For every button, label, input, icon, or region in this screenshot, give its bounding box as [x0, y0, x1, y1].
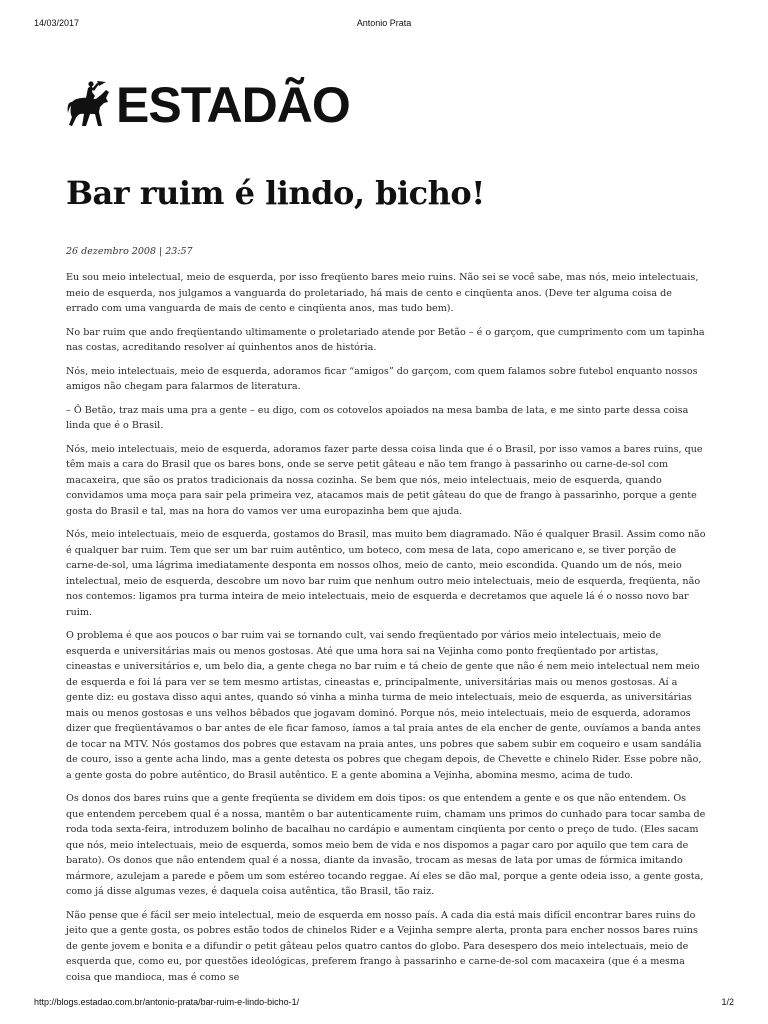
paragraph: O problema é que aos poucos o bar ruim vai se tornando cult, vai sendo freqüentado por vários meio intelectuais, meio de esquerda e universitárias mais ou menos gostosas. Até que uma hora sai na Vejinha como ponto freqüentado por artistas, cineastas e universitários e, um belo dia, a gente chega no bar ruim e tá cheio de gente que não é nem meio intelectual nem meio de esquerda e foi lá para ver se tem mesmo artistas, cineastas e, principalmente, universitárias mais ou menos gostosas. Aí a gente diz: eu gostava disso aqui antes, quando só vinha a minha turma de meio intelectuais, meio de esquerda, as universitárias mais ou menos gostosas e uns velhos bêbados que jogavam dominó. Porque nós, meio intelectuais, meio de esquerda, adoramos dizer que freqüentávamos o bar antes de ele ficar famoso, íamos a tal praia antes de ela encher de gente, ouvíamos a banda antes de tocar na MTV. Nós gostamos dos pobres que estavam na praia antes, uns pobres que sabem subir em coqueiro e usam sandália de couro, isso a gente acha lindo, mas a gente detesta os pobres que chegam depois, de Chevette e chinelo Rider. Esse pobre não, a gente gosta do pobre autêntico, do Brasil autêntico. E a gente abomina a Vejinha, abomina mesmo, acima de tudo. [66, 630, 702, 781]
paragraph: Os donos dos bares ruins que a gente freqüenta se dividem em dois tipos: os que entendem a gente e os que não entendem. Os que entendem percebem qual é a nossa, mantêm o bar autenticamente ruim, chamam uns primos do cunhado para tocar samba de roda toda sexta-feira, introduzem bolinho de bacalhau no cardápio e aumentam cinqüenta por cento o preço de tudo. (Eles sacam que nós, meio intelectuais, meio de esquerda, somos meio bem de vida e nos dispomos a pagar caro por aquilo que tem cara de barato). Os donos que não entendem qual é a nossa, diante da invasão, trocam as mesas de lata por umas de fórmica imitando mármore, azulejam a parede e põem um som estéreo tocando reggae. Aí eles se dão mal, porque a gente odeia isso, a gente gosta, como já disse algumas vezes, é daquela coisa autêntica, tão Brasil, tão raiz. [66, 793, 706, 897]
page-url[interactable]: http://blogs.estadao.com.br/antonio-prata/bar-ruim-e-lindo-bicho-1/ [34, 997, 300, 1007]
paragraph: Nós, meio intelectuais, meio de esquerda, gostamos do Brasil, mas muito bem diagramado. Não é qualquer Brasil. Assim como não é qualquer bar ruim. Tem que ser um bar ruim autêntico, um boteco, com mesa de lata, copo americano e, se tiver porção de carne-de-sol, uma lágrima imediatamente desponta em nossos olhos, meio de canto, meio escondida. Quando um de nós, meio intelectual, meio de esquerda, descobre um novo bar ruim que nenhum outro meio intelectuais, meio de esquerda, freqüenta, não nos contemos: ligamos pra turma inteira de meio intelectuais, meio de esquerda e decretamos que aquele lá é o nosso novo bar ruim. [66, 529, 706, 618]
print-footer [34, 997, 734, 1007]
paragraph: Não pense que é fácil ser meio intelectual, meio de esquerda em nosso país. A cada dia está mais difícil encontrar bares ruins do jeito que a gente gosta, os pobres estão todos de chinelos Rider e a Vejinha sempre alerta, pronta para encher nossos bares ruins de gente jovem e bonita e a difundir o petit gâteau pelos quatro cantos do globo. Para desespero dos meio intelectuais, meio de esquerda que, como eu, por questões ideológicas, preferem frango à passarinho e carne-de-sol com macaxeira (que é a mesma coisa que mandioca, mas é como se [66, 909, 698, 983]
article-title: Bar ruim é lindo, bicho! [66, 174, 485, 212]
paragraph: – Ô Betão, traz mais uma pra a gente – eu digo, com os cotovelos apoiados na mesa bamba de lata, e me sinto parte dessa coisa linda que é o Brasil. [66, 404, 689, 431]
print-header [34, 18, 734, 28]
horse-rider-icon [66, 80, 114, 130]
print-title: Antonio Prata [356, 18, 412, 28]
paragraph: No bar ruim que ando freqüentando ultimamente o proletariado atende por Betão – é o garçom, que cumprimento com um tapinha nas costas, acreditando resolver aí quinhentos anos de história. [66, 326, 705, 353]
page-number: 1/2 [721, 997, 734, 1007]
print-date: 14/03/2017 [34, 18, 80, 28]
paragraph: Nós, meio intelectuais, meio de esquerda, adoramos ficar “amigos” do garçom, com quem falamos sobre futebol enquanto nossos amigos não chegam para falarmos de literatura. [66, 365, 698, 392]
estadao-logo[interactable] [66, 77, 350, 133]
paragraph: Nós, meio intelectuais, meio de esquerda, adoramos fazer parte dessa coisa linda que é o Brasil, por isso vamos a bares ruins, que têm mais a cara do Brasil que os bares bons, onde se serve petit gâteau e não tem frango à passarinho ou carne-de-sol com macaxeira, que são os pratos tradicionais da nossa cozinha. Se bem que nós, meio intelectuais, meio de esquerda, quando convidamos uma moça para sair pela primeira vez, atacamos mais de petit gâteau do que de frango à passarinho, porque a gente gosta do Brasil e tal, mas na hora do vamos ver uma europazinha bem que ajuda. [66, 443, 703, 517]
article-body [66, 270, 706, 993]
article-date: 26 dezembro 2008 | 23:57 [66, 246, 193, 257]
logo-wordmark: ESTADÃO [116, 77, 350, 133]
paragraph: Eu sou meio intelectual, meio de esquerda, por isso freqüento bares meio ruins. Não sei se você sabe, mas nós, meio intelectuais, meio de esquerda, nos julgamos a vanguarda do proletariado, há mais de cento e cinqüenta anos. (Deve ter alguma coisa de errado com uma vanguarda de mais de cento e cinqüenta anos, mas tudo bem). [66, 272, 699, 314]
